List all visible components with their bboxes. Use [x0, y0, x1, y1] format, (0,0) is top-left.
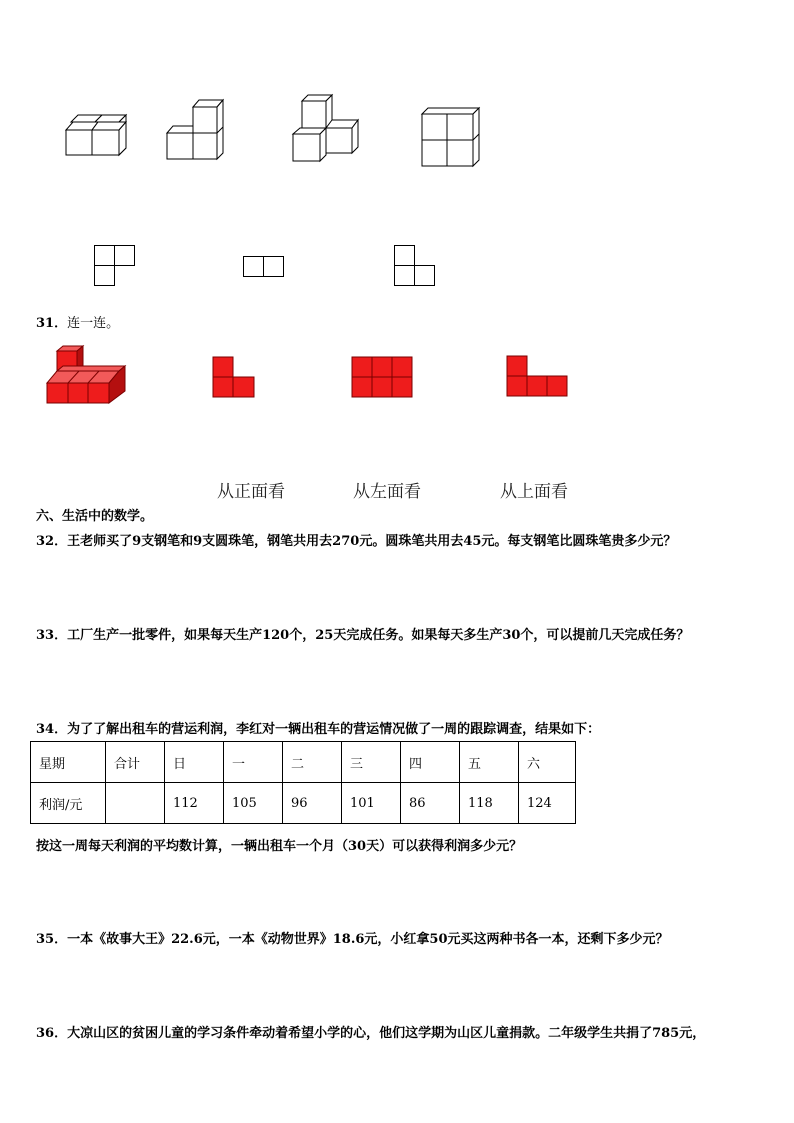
view-label-front: 从正面看: [217, 482, 285, 502]
table-cell: 118: [460, 783, 519, 824]
table-cell: 星期: [31, 742, 106, 783]
table-cell: 三: [342, 742, 401, 783]
table-cell: 四: [401, 742, 460, 783]
section-6-title: 六、生活中的数学。: [36, 509, 154, 524]
view-label-top: 从上面看: [500, 482, 568, 502]
table-cell: 96: [283, 783, 342, 824]
table-cell: [106, 783, 165, 824]
q34-followup: 按这一周每天利润的平均数计算，一辆出租车一个月（30天）可以获得利润多少元？: [36, 839, 523, 854]
q33: [36, 624, 689, 643]
q35-number: 35．: [36, 932, 68, 947]
table-cell: 101: [342, 783, 401, 824]
table-cell: 合计: [106, 742, 165, 783]
table-header-row: [31, 742, 576, 783]
q36: [36, 1022, 705, 1041]
table-cell: 一: [224, 742, 283, 783]
cube-figure-1: [60, 110, 130, 160]
red-view-2: [351, 356, 413, 398]
table-cell: 二: [283, 742, 342, 783]
cube-figure-4: [420, 106, 482, 168]
q36-number: 36．: [36, 1026, 68, 1041]
table-cell: 利润/元: [31, 783, 106, 824]
profit-table: [30, 741, 576, 824]
q31-number: 31．: [36, 316, 68, 331]
cube-figure-2: [164, 98, 229, 160]
q35-text: 一本《故事大王》22.6元，一本《动物世界》18.6元，小红拿50元买这两种书各一本，还剩下多少元？: [67, 932, 669, 947]
table-cell: 86: [401, 783, 460, 824]
cube-figure-3: [290, 93, 362, 163]
table-cell: 124: [519, 783, 576, 824]
q31-title: 连一连。: [67, 316, 120, 331]
view-label-left: 从左面看: [353, 482, 421, 502]
q32: [36, 530, 676, 549]
red-cube-solid: [45, 345, 127, 405]
q34-text: 为了了解出租车的营运利润，李红对一辆出租车的营运情况做了一周的跟踪调查，结果如下：: [67, 722, 601, 737]
red-view-1: [212, 356, 256, 398]
table-cell: 112: [165, 783, 224, 824]
q34: [36, 718, 600, 737]
q32-text: 王老师买了9支钢笔和9支圆珠笔，钢笔共用去270元。圆珠笔共用去45元。每支钢笔比圆珠笔贵多少元？: [67, 534, 677, 549]
table-row: [31, 783, 576, 824]
q35: [36, 928, 669, 947]
q33-text: 工厂生产一批零件，如果每天生产120个，25天完成任务。如果每天多生产30个，可以提前几天完成任务？: [67, 628, 690, 643]
table-cell: 六: [519, 742, 576, 783]
view-outline-3: [394, 245, 436, 287]
q32-number: 32．: [36, 534, 68, 549]
view-outline-2: [243, 256, 285, 277]
table-cell: 日: [165, 742, 224, 783]
red-view-3: [506, 355, 568, 397]
table-cell: 105: [224, 783, 283, 824]
view-outline-1: [94, 245, 136, 287]
table-cell: 五: [460, 742, 519, 783]
q36-text: 大凉山区的贫困儿童的学习条件牵动着希望小学的心，他们这学期为山区儿童捐款。二年级学生共捐了785元，: [67, 1026, 706, 1041]
q33-number: 33．: [36, 628, 68, 643]
q34-number: 34．: [36, 722, 68, 737]
q31-heading: [36, 312, 119, 331]
